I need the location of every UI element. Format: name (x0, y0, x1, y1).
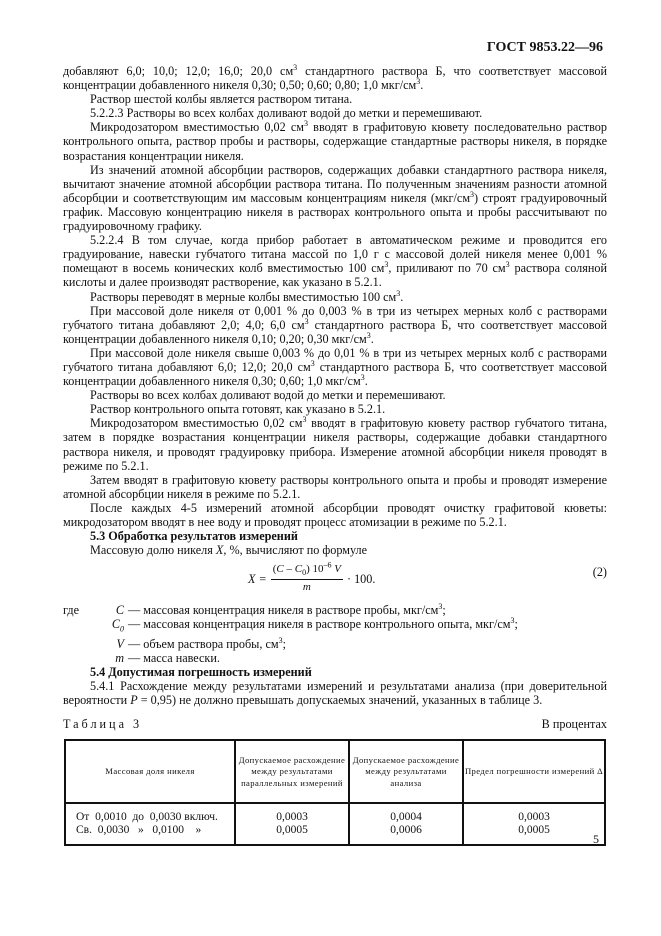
legend-description: — массовая концентрация никеля в растворе контрольного опыта, мкг/$см^3$; (128, 616, 518, 632)
formula-numerator: $(C - C_0)$ $10^{-6}$ V (271, 563, 343, 580)
paragraph-p10: Растворы во всех колбах доливают водой до метки и перемешивают. (90, 388, 446, 403)
header-mass-fraction: Массовая доля никеля (65, 740, 235, 803)
legend-variable: m (115, 651, 124, 665)
analysis-value: 0,0006 (390, 824, 422, 837)
header-analysis-discrepancy: Допускаемое расхождение между результатами анализа (349, 740, 463, 803)
table-3 (64, 739, 606, 846)
limit-value: 0,0005 (518, 824, 550, 837)
parallel-value: 0,0005 (276, 824, 308, 837)
paragraph-p8: При массовой доле никеля от 0,001 % до 0,003 % в три из четырех мерных колб с растворами губчатого титана добавляют 2,0; 4,0; 6,0 $см^3$ стандартного раствора Б, что соответствует массовой концентрации добавленного никеля 0,10; 0,20; 0,30 мкг/$см^3$. (63, 303, 607, 346)
paragraph-p9: При массовой доле никеля свыше 0,003 % до 0,01 % в три из четырех мерных колб с растворами губчатого титана добавляют 6,0; 12,0; 20,0 $см^3$ стандартного раствора Б, что соответствует массовой концентрации добавленного никеля 0,30; 0,60; 1,0 мкг/$см^3$. (63, 345, 607, 389)
paragraph-p4: Микродозатором вместимостью 0,02 $см^3$ вводят в графитовую кювету последовательно раствор контрольного опыта, раствор пробы и растворы, содержащие стандартные растворы никеля, в порядке возрастания концентрации никеля. (63, 119, 607, 163)
paragraph-p6: 5.2.2.4 В том случае, когда прибор работает в автоматическом режиме и проводится его градуирование, навески губчатого титана массой по 1,0 г с массовой долей никеля менее 0,001 % помещают в восемь конических колб вместимостью 100 $см^3$, приливают по 70 $см^3$ раствора соляной кислоты и далее производят растворение, как указано в 5.2.1. (63, 233, 607, 290)
page-number: 5 (593, 832, 599, 846)
paragraph-p3: 5.2.2.3 Растворы во всех колбах доливают водой до метки и перемешивают. (90, 106, 483, 121)
limit-value: 0,0003 (518, 811, 550, 824)
formula-2 (63, 559, 607, 601)
paragraph-p5: Из значений атомной абсорбции растворов, содержащих добавки стандартного раствора никеля, вычитают значение атомной абсорбции раствора титана. По полученным значениям разности атомной абсорбции и соответствующим им массовым концентрациям никеля $(мкг/см^3)$ строят градуировочный график. Массовую концентрацию никеля в растворах контрольного опыта и пробы рассчитывают по градуировочному графику. (63, 162, 607, 234)
legend-label (63, 637, 105, 651)
legend-label (63, 651, 105, 665)
table-unit: В процентах (541, 717, 607, 732)
cell-limit (463, 803, 605, 845)
formula-tail: · 100. (346, 571, 376, 586)
legend-item (63, 651, 607, 665)
parallel-value: 0,0003 (276, 811, 308, 824)
cell-range (65, 803, 235, 845)
header-error-limit: Предел погрешности измерений Δ (463, 740, 605, 803)
table-row (65, 803, 605, 845)
paragraph-p1: добавляют 6,0; 10,0; 12,0; 16,0; 20,0 $см^3$ стандартного раствора Б, что соответствует массовой концентрации добавленного никеля 0,30; 0,50; 0,60; 0,80; 1,0 мкг/$см^3$. (63, 62, 608, 93)
legend-label: где (63, 603, 80, 618)
document-code-header: ГОСТ 9853.22—96 (486, 40, 603, 55)
header-parallel-discrepancy: Допускаемое расхождение между результатами параллельных измерений (235, 740, 349, 803)
paragraph-p2: Раствор шестой колбы является раствором титана. (90, 92, 353, 107)
paragraph-p14: После каждых 4-5 измерений атомной абсорбции проводят очистку графитовой кюветы: микродозатором вводят в нее воду и проводят процесс атомизации в режиме по 5.2.1. (63, 500, 607, 529)
legend-item (63, 617, 607, 637)
table-caption-row (63, 717, 607, 731)
legend-variable: V (116, 636, 124, 651)
range-value: Св. 0,0030 » 0,0100 » (76, 824, 202, 837)
formula-lhs: X = (248, 571, 267, 586)
formula-expression (248, 560, 376, 594)
section-5-4-1-paragraph: 5.4.1 Расхождение между результатами измерений и результатами анализа (при доверительной вероятности P = 0,95) не должно превышать допускаемых значений, указанных в таблице 3. (63, 679, 607, 708)
formula-legend (63, 603, 607, 665)
legend-variable: $C_0$ (111, 617, 124, 634)
section-5-3-intro: Массовую долю никеля X, %, вычисляют по формуле (90, 543, 368, 558)
formula-fraction (271, 560, 343, 594)
analysis-value: 0,0004 (390, 811, 422, 824)
legend-item (63, 637, 607, 651)
paragraph-p11: Раствор контрольного опыта готовят, как указано в 5.2.1. (90, 402, 386, 417)
section-5-3-heading: 5.3 Обработка результатов измерений (90, 529, 298, 544)
cell-parallel (235, 803, 349, 845)
paragraph-p7: Растворы переводят в мерные колбы вместимостью 100 $см^3$. (90, 288, 404, 304)
legend-variable: C (115, 603, 124, 618)
table-header-row (65, 740, 605, 803)
legend-item (63, 603, 607, 617)
paragraph-p13: Затем вводят в графитовую кювету растворы контрольного опыта и пробы и проводят измерение атомной абсорбции никеля в режиме по 5.2.1. (63, 472, 607, 501)
cell-analysis (349, 803, 463, 845)
formula-denominator: m (302, 581, 311, 594)
table-caption: Таблица 3 (63, 717, 143, 732)
document-body (63, 64, 607, 846)
legend-description: — масса навески. (128, 651, 220, 665)
legend-label (63, 617, 105, 637)
legend-description: — массовая концентрация никеля в растворе пробы, мкг/$см^3$; (128, 602, 446, 618)
range-value: От 0,0010 до 0,0030 включ. (76, 811, 218, 824)
paragraphs-block (63, 64, 607, 529)
formula-number: (2) (592, 565, 607, 580)
legend-description: — объем раствора пробы, $см^3$; (128, 635, 286, 651)
paragraph-p12: Микродозатором вместимостью 0,02 $см^3$ вводят в графитовую кювету раствор губчатого титана, затем в порядке возрастания концентрации никеля растворы, содержащие добавки стандартного раствора никеля, и проводят градуировку прибора. Измерение атомной абсорбции никеля проводят в режиме по 5.2.1. (63, 415, 607, 473)
section-5-4-heading: 5.4 Допустимая погрешность измерений (90, 665, 312, 680)
